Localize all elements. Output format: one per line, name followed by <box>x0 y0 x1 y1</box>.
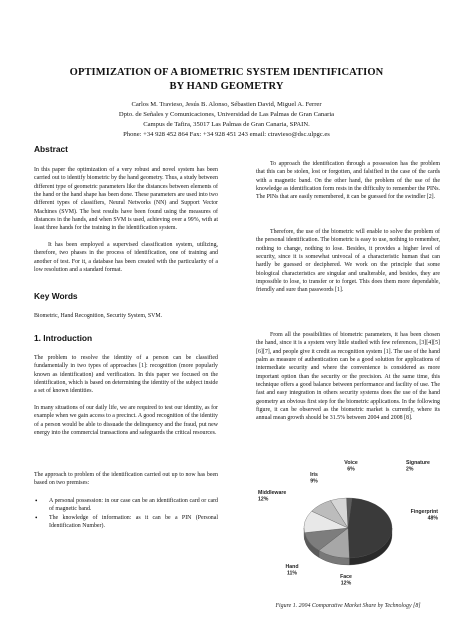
pie-label-voice: Voice <box>344 460 358 466</box>
pie-value-face: 12% <box>340 580 352 587</box>
intro-paragraph-2: In many situations of our daily life, we are required to test our identity, as for example when we gain access to a precinct. A good recognition of the identity of a person would be able to dissuade the delinquency and the fraud, put new energy into the commercial transactions and safeguards the critical resources. <box>34 405 218 437</box>
pie-label-hand: Hand <box>285 564 299 570</box>
keywords-heading: Key Words <box>34 291 78 301</box>
right-paragraph-2: Therefore, the use of the biometric will enable to solve the problem of the personal identification. The biometric is easy to use, nothing to remember, nothing to change, nothing to lose. Besides, it provides a higher level of security, since it is somewhat univocal of a characteristic human that can hardly be guessed or deciphered. We work on the principle that some biological characteristics are singular and unalterable, and besides, they are impossible to lose, to transfer or to forget. This does them more dependable, friendly and sure than passwords [1]. <box>256 229 440 294</box>
pie-value-middleware: 12% <box>258 496 269 503</box>
abstract-heading: Abstract <box>34 144 68 154</box>
author-names: Carlos M. Travieso, Jesús B. Alonso, Sébastien David, Miguel A. Ferrer <box>131 101 322 108</box>
abstract-paragraph-2: It has been employed a supervised classification system, utilizing, therefore, two phases in the process of identification, one of training and another of test. For it, a database has been created with the particularity of a low resolution and a standard format. <box>34 242 218 274</box>
address: Campus de Tafira, 35017 Las Palmas de Gran Canaria, SPAIN. <box>143 121 310 128</box>
premise-item: • A personal possession: in our case can be an identification card or card of magnetic band. <box>34 497 218 514</box>
premise-item: • The knowledge of information: as it can be a PIN (Personal Identification Number). <box>34 514 218 531</box>
introduction-heading: 1. Introduction <box>34 333 93 343</box>
title-line-2: BY HAND GEOMETRY <box>169 81 284 92</box>
pie-label-iris: Iris <box>310 472 318 478</box>
keywords-text: Biometric, Hand Recognition, Security System, SVM. <box>34 313 163 319</box>
pie-value-fingerprint: 48% <box>427 515 438 522</box>
pie-label-face: Face <box>340 574 352 580</box>
pie-value-iris: 9% <box>310 478 318 485</box>
premises-list <box>34 497 218 530</box>
contact-info: Phone: +34 928 452 864 Fax: +34 928 451 243 email: ctravieso@dsc.ulpgc.es <box>123 131 330 138</box>
pie-label-fingerprint: Fingerprint <box>410 509 438 515</box>
title-line-1: OPTIMIZATION OF A BIOMETRIC SYSTEM IDENTIFICATION <box>69 67 384 78</box>
pie-value-voice: 6% <box>347 466 355 473</box>
intro-paragraph-3: The approach to problem of the identification carried out up to now has been based on two premises: <box>34 472 218 487</box>
affiliation: Dpto. de Señales y Comunicaciones, Universidad de Las Palmas de Gran Canaria <box>118 111 335 118</box>
abstract-paragraph-1: In this paper the optimization of a very robust and novel system has been carried out to identify biometric by the hand geometry. Thus, a study between different type of geometric parameters like the distances between elements of the hand or the hand shape has been done. These parameters are used into two different types of classifiers, Neural Networks (NN) and Support Vector Machines (SVM). The best results have been found using the measures of distances in the hands, and when SVM is used, achieving over a 99%, with at least three hands for the training in the identification system. <box>34 167 218 232</box>
pie-value-signature: 2% <box>406 466 414 473</box>
paper-title <box>20 66 433 94</box>
intro-paragraph-1: The problem to resolve the identity of a person can be classified fundamentally in two types of approaches [1]: recognition (more popularly known as identification) and verification. In this paper we focused on the identification, which is based on determining the identity of the subject inside a set of known identities. <box>34 355 218 395</box>
market-share-pie-chart <box>256 450 440 590</box>
pie-value-hand: 11% <box>286 570 298 577</box>
right-paragraph-3: From all the possibilities of biometric parameters, it has been chosen the hand, since it is a system very little studied with few references, [3][4][5][6][7], and people give it credit as recognition system [1]. The use of the hand palm as measure of authentication can be a good solution for applications of intermediate security and where the convenience is considered as more important option than the security or the precision. At the same time, this technique offers a good balance between performance and facility of use. The fast and easy integration in others security systems does the use of the hand geometry an obvious first step for the biometric applications. In the following figure, it can be observed as the biometric market is currently, where its annual mean growth should be 31.5% between 2004 and 2008 [8]. <box>256 332 440 422</box>
pie-label-middleware: Middleware <box>258 490 287 496</box>
figure-caption: Figure 1. 2004 Comparative Market Share by Technology [8] <box>275 603 421 609</box>
author-block <box>20 100 433 140</box>
right-paragraph-1: To approach the identification through a possession has the problem that this can be stolen, lost or forgotten, and falsified in the case of the cards with a magnetic band. On the other hand, the problem of the use of the knowledge as identification form rests in the difficulty to remember the PINs. The PINs that are easily remembered, it can be guessed for the swindler [2]. <box>256 161 440 201</box>
pie-label-signature: Signature <box>406 460 430 466</box>
